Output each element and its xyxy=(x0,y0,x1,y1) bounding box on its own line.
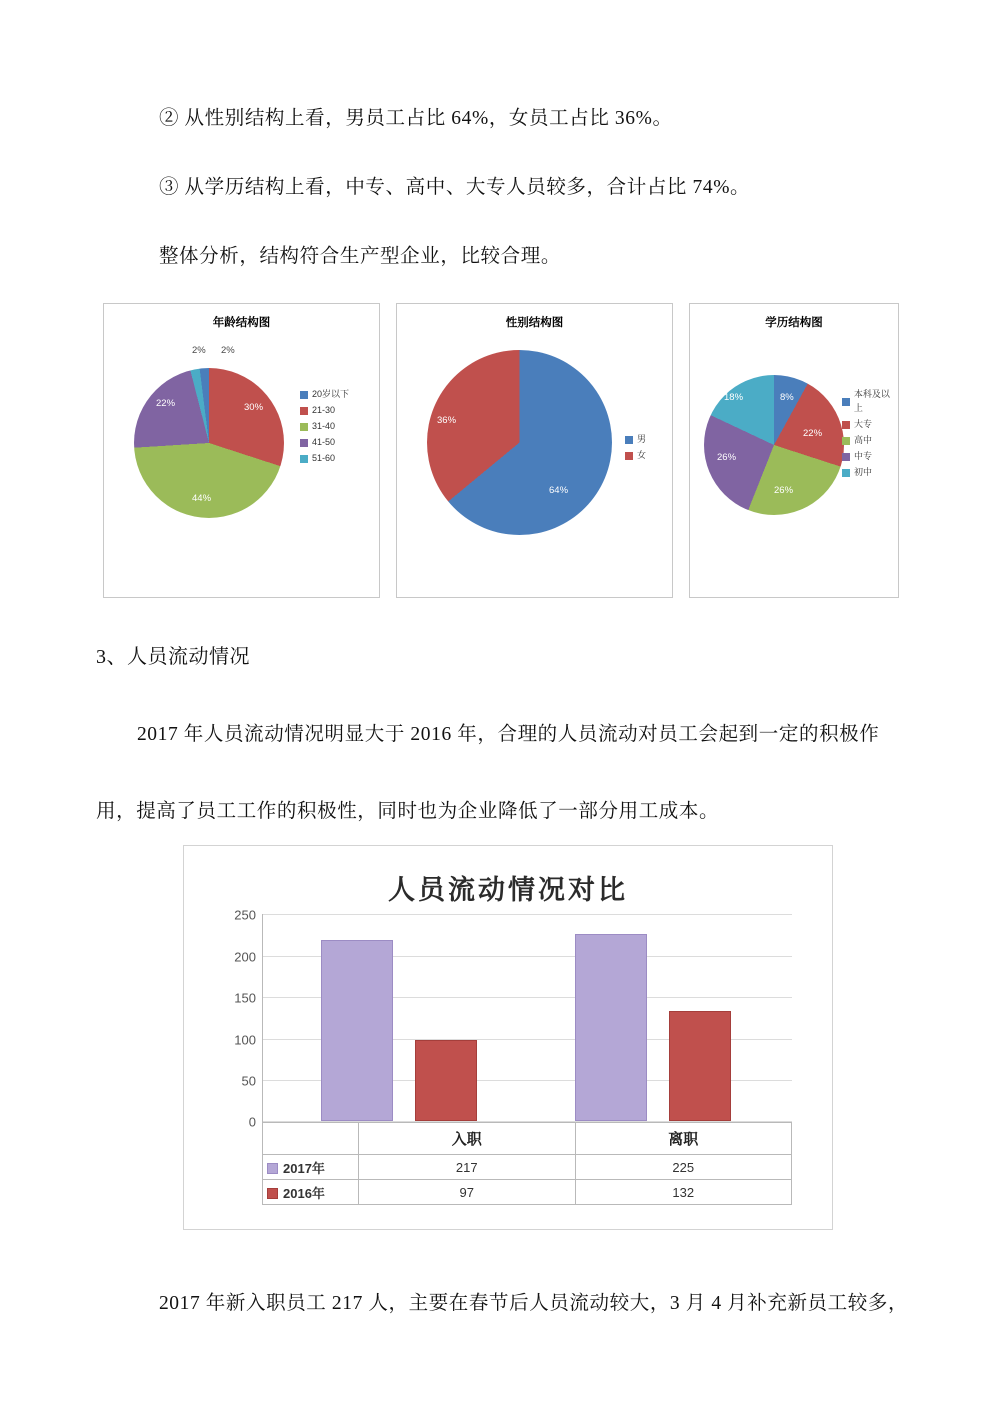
legend-item-edu-4 xyxy=(842,466,898,480)
legend-label-edu-0: 本科及以上 xyxy=(853,389,890,413)
legend-item-age-0 xyxy=(300,388,349,402)
bar-2017-exit xyxy=(575,934,647,1121)
chart-title-gender: 性别结构图 xyxy=(505,317,564,329)
bar-2016-entry xyxy=(415,1040,477,1121)
category-exit: 离职 xyxy=(575,1123,792,1155)
legend-item-edu-3 xyxy=(842,450,898,464)
chart-personnel-flow-comparison xyxy=(183,845,833,1230)
ytick-200: 200 xyxy=(234,949,256,965)
legend-item-edu-0 xyxy=(842,388,898,416)
legend-swatch-2017-icon xyxy=(267,1163,278,1174)
pie-charts-row xyxy=(103,303,903,598)
chart-gender-structure xyxy=(396,303,673,598)
value-2016-entry: 97 xyxy=(359,1180,576,1205)
gridline-250 xyxy=(234,907,792,923)
pie-label-edu-college: 22% xyxy=(803,428,823,439)
section-heading: 3、人员流动情况 xyxy=(96,646,250,668)
series-label-2017-cell xyxy=(263,1155,359,1180)
legend-label-age-4: 51-60 xyxy=(312,452,336,463)
legend-swatch-purple-icon xyxy=(842,453,850,461)
value-2017-exit: 225 xyxy=(575,1155,792,1180)
top-text-block xyxy=(118,100,908,307)
chart-body-age xyxy=(104,330,379,593)
bottom-text-block xyxy=(118,1265,918,1341)
ytick-0: 0 xyxy=(248,1114,256,1130)
chart-body-gender xyxy=(397,330,672,593)
ytick-150: 150 xyxy=(234,990,256,1006)
legend-label-edu-1: 大专 xyxy=(854,418,873,429)
bar-2017-entry xyxy=(321,940,393,1121)
legend-swatch-blue-icon xyxy=(300,391,308,399)
legend-swatch-red-icon xyxy=(625,452,633,460)
bar-data-table xyxy=(262,1122,792,1205)
legend-swatch-green-icon xyxy=(300,423,308,431)
legend-label-edu-2: 高中 xyxy=(854,434,873,445)
table-row-2016 xyxy=(263,1180,792,1205)
chart-education-structure xyxy=(689,303,899,598)
legend-swatch-red-icon xyxy=(300,407,308,415)
legend-age xyxy=(300,388,349,468)
ytick-250: 250 xyxy=(234,907,256,923)
pie-label-edu-highschool: 26% xyxy=(774,485,794,496)
table-row-2017 xyxy=(263,1155,792,1180)
pie-label-age-under20: 2% xyxy=(192,345,206,356)
legend-label-age-1: 21-30 xyxy=(312,404,336,415)
chart-title-bar: 人员流动情况对比 xyxy=(388,875,628,906)
pie-label-edu-junior: 18% xyxy=(724,392,744,403)
paragraph-gender-structure: ② 从性别结构上看，男员工占比 64%，女员工占比 36%。 xyxy=(158,108,673,129)
pie-gender xyxy=(427,350,612,535)
pie-label-age-51-60: 2% xyxy=(221,345,235,356)
legend-item-age-2 xyxy=(300,420,349,434)
paragraph-flow-2: 用，提高了员工工作的积极性，同时也为企业降低了一部分用工成本。 xyxy=(96,801,720,823)
legend-swatch-purple-icon xyxy=(300,439,308,447)
value-2017-entry: 217 xyxy=(359,1155,576,1180)
ytick-100: 100 xyxy=(234,1032,256,1048)
legend-label-gender-1: 女 xyxy=(637,449,647,460)
legend-label-age-3: 41-50 xyxy=(312,436,336,447)
series-label-2017: 2017年 xyxy=(283,1160,325,1176)
section-personnel-flow xyxy=(96,638,916,870)
legend-item-edu-1 xyxy=(842,418,898,432)
pie-label-age-41-50: 22% xyxy=(156,398,176,409)
legend-item-age-3 xyxy=(300,436,349,450)
table-corner-cell xyxy=(263,1123,359,1155)
legend-swatch-2016-icon xyxy=(267,1188,278,1199)
table-row-categories xyxy=(263,1123,792,1155)
ytick-50: 50 xyxy=(241,1073,256,1089)
bar-2016-exit xyxy=(669,1011,731,1121)
legend-swatch-green-icon xyxy=(842,437,850,445)
chart-age-structure xyxy=(103,303,380,598)
chart-body-education xyxy=(690,330,898,593)
chart-title-age: 年龄结构图 xyxy=(212,317,271,329)
legend-label-edu-3: 中专 xyxy=(854,450,873,461)
legend-swatch-red-icon xyxy=(842,421,850,429)
legend-swatch-blue-icon xyxy=(842,398,850,406)
legend-item-gender-1 xyxy=(625,449,646,463)
legend-label-gender-0: 男 xyxy=(637,434,647,444)
legend-label-edu-4: 初中 xyxy=(854,466,873,477)
paragraph-education-structure: ③ 从学历结构上看，中专、高中、大专人员较多，合计占比 74%。 xyxy=(158,177,751,199)
legend-label-age-0: 20岁以下 xyxy=(312,389,350,399)
legend-item-age-4 xyxy=(300,452,349,466)
pie-label-gender-female: 36% xyxy=(437,415,457,426)
paragraph-overall-analysis: 整体分析，结构符合生产型企业，比较合理。 xyxy=(158,246,561,268)
legend-swatch-cyan-icon xyxy=(842,469,850,477)
pie-label-edu-vocational: 26% xyxy=(717,452,737,463)
series-label-2016: 2016年 xyxy=(283,1185,325,1201)
paragraph-bottom: 2017 年新入职员工 217 人，主要在春节后人员流动较大，3 月 4 月补充新员工较多， xyxy=(158,1292,909,1314)
category-entry: 入职 xyxy=(359,1123,576,1155)
legend-education xyxy=(842,388,898,482)
series-label-2016-cell xyxy=(263,1180,359,1205)
pie-label-age-21-30: 30% xyxy=(244,402,264,413)
legend-swatch-blue-icon xyxy=(625,436,633,444)
pie-label-edu-bachelor: 8% xyxy=(780,392,794,403)
legend-item-gender-0 xyxy=(625,433,646,447)
legend-item-age-1 xyxy=(300,404,349,418)
legend-label-age-2: 31-40 xyxy=(312,420,336,431)
bar-plot-area xyxy=(234,907,792,1130)
legend-gender xyxy=(625,433,646,465)
legend-swatch-cyan-icon xyxy=(300,455,308,463)
value-2016-exit: 132 xyxy=(575,1180,792,1205)
legend-item-edu-2 xyxy=(842,434,898,448)
pie-label-gender-male: 64% xyxy=(549,485,569,496)
pie-label-age-31-40: 44% xyxy=(192,493,212,504)
paragraph-flow-1: 2017 年人员流动情况明显大于 2016 年，合理的人员流动对员工会起到一定的积极作 xyxy=(136,724,880,745)
chart-title-education: 学历结构图 xyxy=(765,317,823,329)
